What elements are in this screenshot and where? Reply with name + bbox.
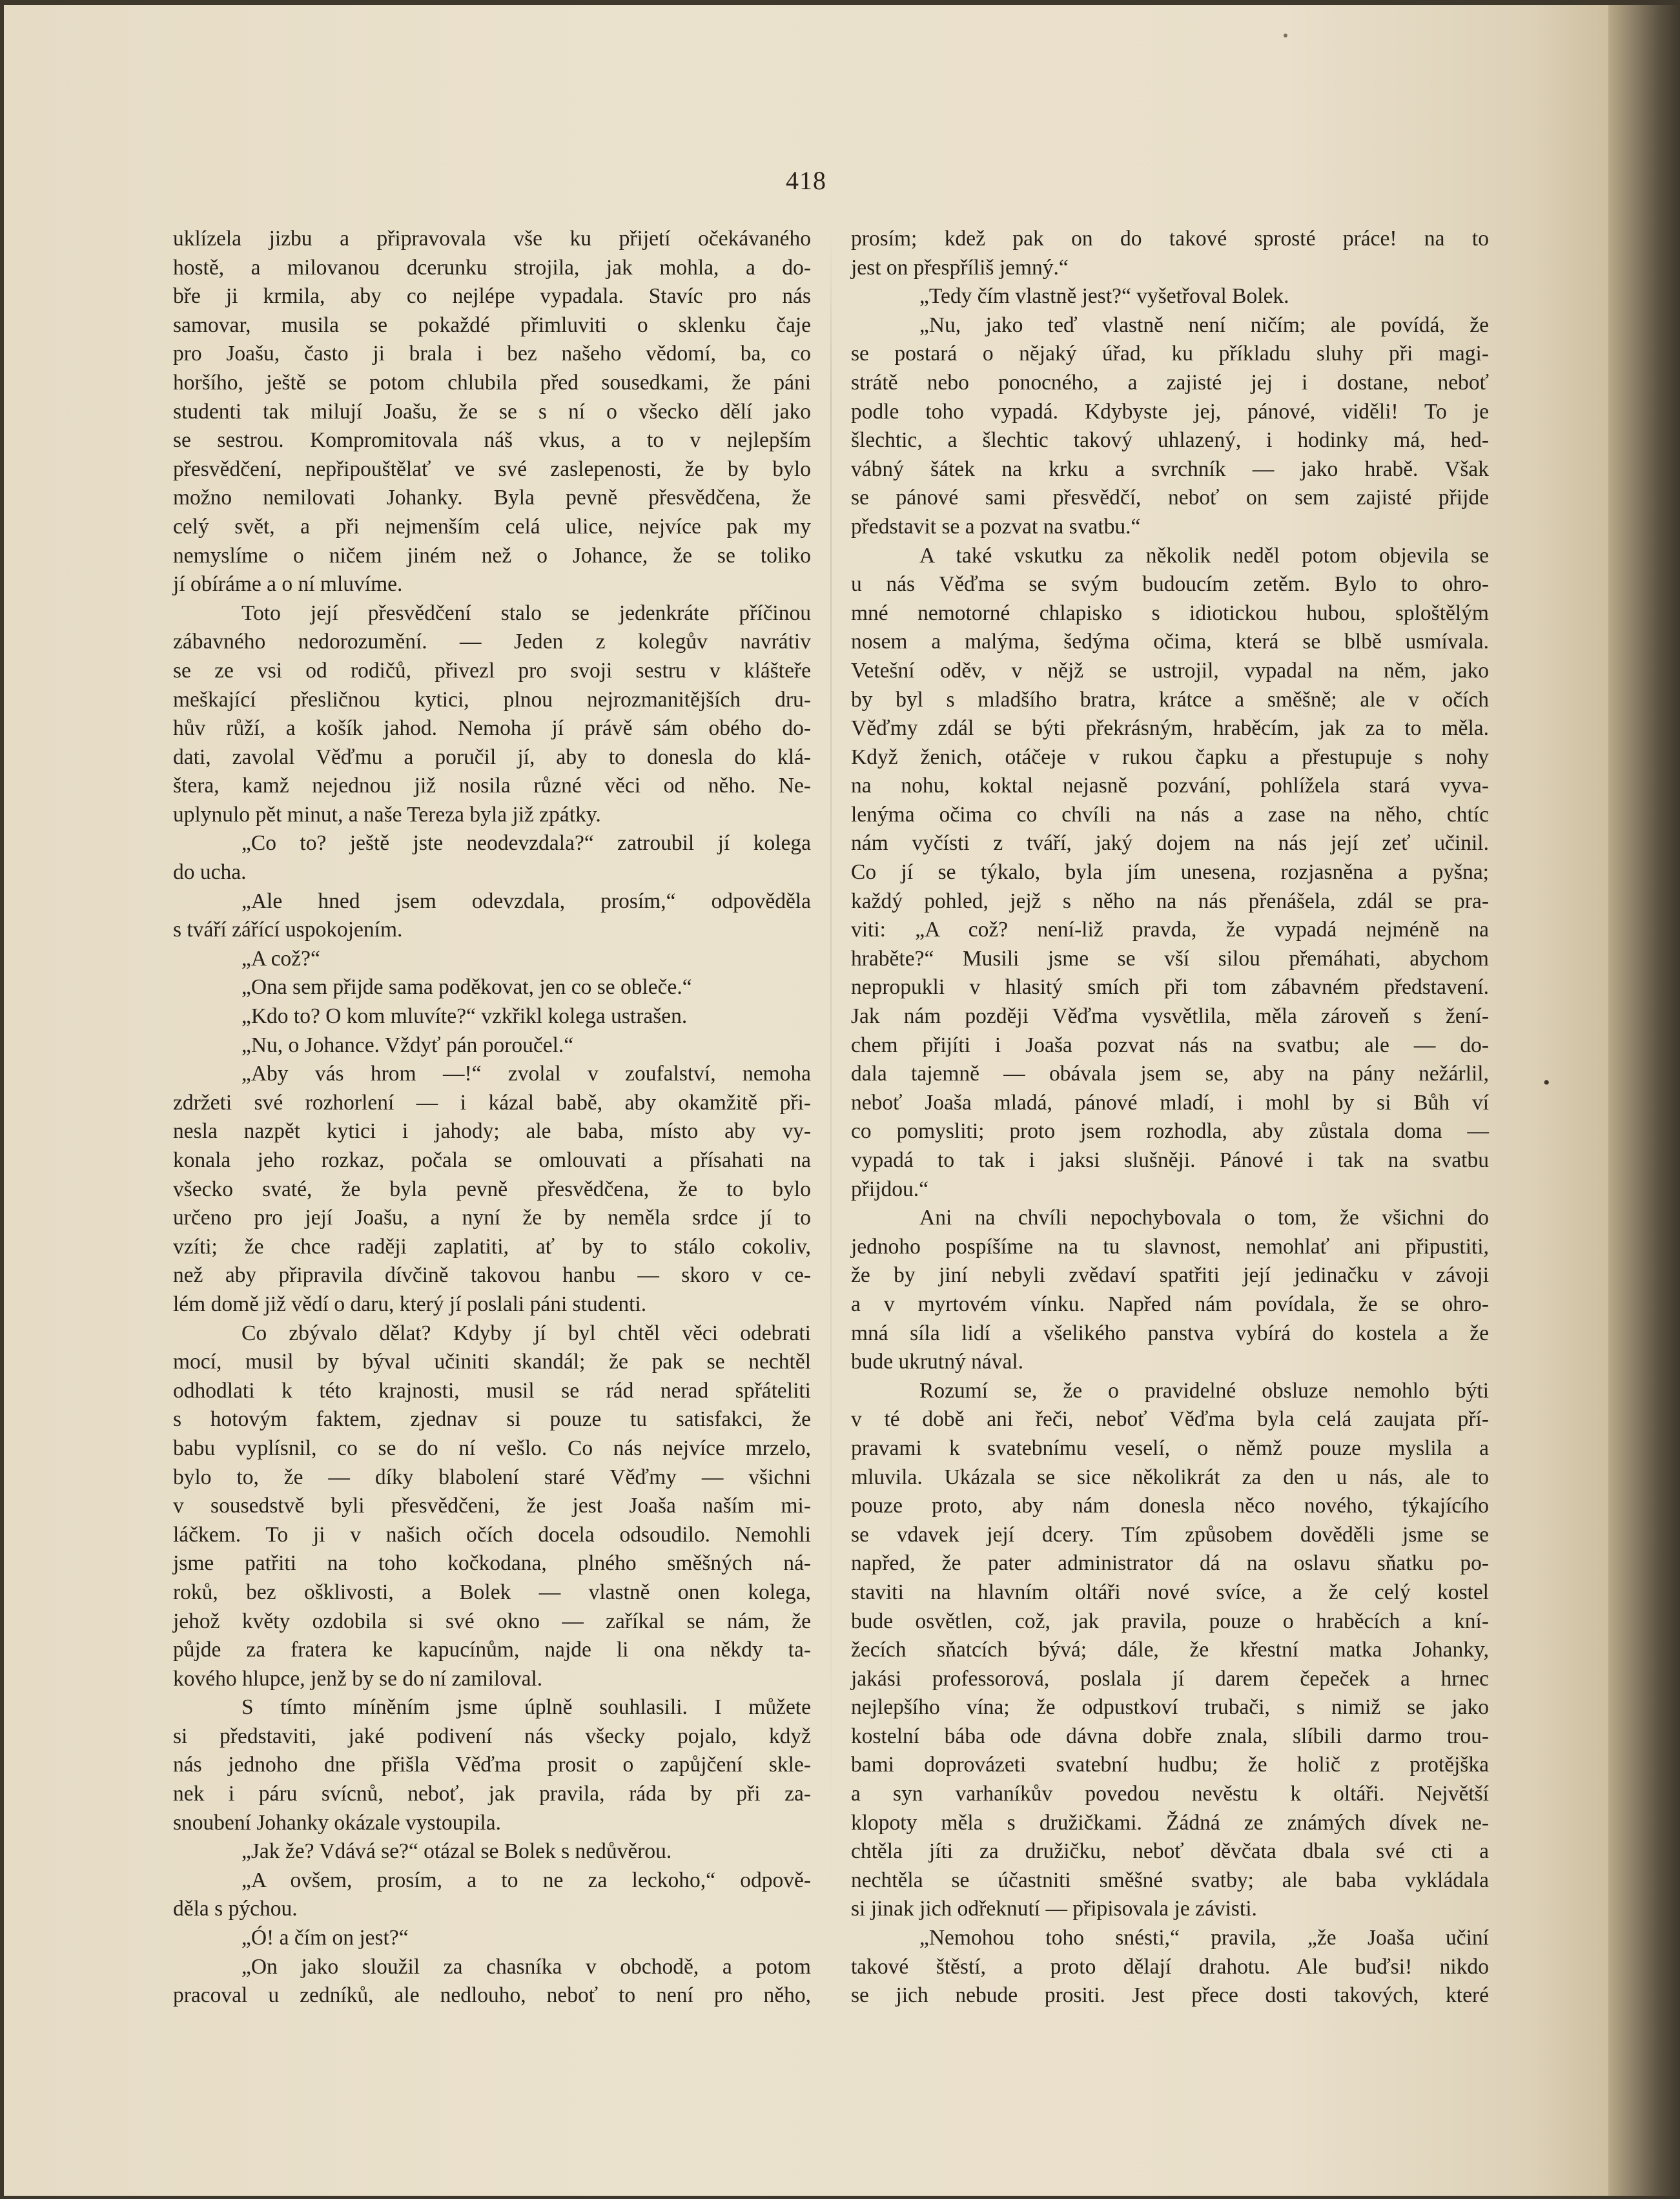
page-edge-shadow <box>1608 5 1680 2196</box>
text-line: celý svět, a při nejmenším celá ulice, nejvíce pak my <box>173 514 811 539</box>
text-line: Když ženich, otáčeje v rukou čapku a přestupuje s nohy <box>851 745 1489 769</box>
text-line: studenti tak milují Joašu, že se s ní o všecko dělí jako <box>173 399 811 424</box>
text-line: samovar, musila se pokaždé přimluviti o sklenku čaje <box>173 313 811 337</box>
text-line: jest on přespříliš jemný.“ <box>851 255 1069 280</box>
text-line: „Ó! a čím on jest?“ <box>241 1926 409 1950</box>
text-line: co pomysliti; proto jsem rozhodla, aby zůstala doma — <box>851 1119 1489 1144</box>
text-line: chem přijíti i Joaša pozvat nás na svatbu; ale — do- <box>851 1033 1489 1057</box>
text-line: půjde za fratera ke kapucínům, najde li ona někdy ta- <box>173 1638 811 1662</box>
scan-speck <box>1284 34 1287 37</box>
text-line: nemyslíme o ničem jiném než o Johance, že se toliko <box>173 543 811 568</box>
text-line: mocí, musil by býval učiniti skandál; že pak se nechtěl <box>173 1350 811 1374</box>
text-line: Co jí se týkalo, byla jím unesena, rozjasněna a pyšna; <box>851 860 1489 885</box>
text-line: každý pohled, jejž s něho na nás přenášela, zdál se pra- <box>851 889 1489 913</box>
text-line: podle toho vypadá. Kdybyste jej, pánové, viděli! To je <box>851 399 1489 424</box>
text-line: Rozumí se, že o pravidelné obsluze nemohlo býti <box>919 1378 1489 1403</box>
text-line: se ze vsi od rodičů, přivezl pro svoji sestru v klášteře <box>173 658 811 683</box>
text-line: viti: „A což? není-liž pravda, že vypadá nejméně na <box>851 918 1489 942</box>
text-line: uplynulo pět minut, a naše Tereza byla již zpátky. <box>173 802 601 827</box>
text-line: do ucha. <box>173 860 247 885</box>
text-line: se pánové sami přesvědčí, neboť on sem zajisté přijde <box>851 486 1489 510</box>
text-line: představit se a pozvat na svatbu.“ <box>851 514 1141 539</box>
text-line: takové štěstí, a proto dělají drahotu. Ale buďsi! nikdo <box>851 1954 1489 1979</box>
text-line: uklízela jizbu a připravovala vše ku přijetí očekávaného <box>173 227 811 251</box>
text-line: mné nemotorné chlapisko s idiotickou hubou, sploštělým <box>851 601 1489 625</box>
text-line: možno nemilovati Johanky. Byla pevně přesvědčena, že <box>173 486 811 510</box>
text-line: vzíti; že chce raději zaplatiti, ať by to stálo cokoliv, <box>173 1234 811 1259</box>
text-line: nosem a malýma, šedýma očima, která se blbě usmívala. <box>851 630 1489 654</box>
text-line: snoubení Johanky okázale vystoupila. <box>173 1810 501 1835</box>
text-line: určeno pro její Joašu, a nyní že by neměla srdce jí to <box>173 1206 811 1230</box>
text-line: hraběte?“ Musili jsme se vší silou přemáhati, abychom <box>851 946 1489 971</box>
text-line: napřed, že pater administrator dá na oslavu sňatku po- <box>851 1551 1489 1576</box>
text-line: „Tedy čím vlastně jest?“ vyšetřoval Bolek. <box>919 284 1289 309</box>
text-line: děla s pýchou. <box>173 1897 298 1921</box>
text-line: by byl s mladšího bratra, krátce a směšně; ale v očích <box>851 687 1489 712</box>
text-line: nám vyčísti z tváří, jaký dojem na nás její zeť učinil. <box>851 831 1489 856</box>
text-line: horšího, ještě se potom chlubila před sousedkami, že páni <box>173 370 811 395</box>
text-line: všecko svaté, že byla pevně přesvědčena, že to bylo <box>173 1177 811 1201</box>
text-line: „Ona sem přijde sama poděkovat, jen co se obleče.“ <box>241 975 692 1000</box>
text-line: „Ale hned jsem odevzdala, prosím,“ odpověděla <box>241 889 811 913</box>
text-line: štera, kamž nejednou již nosila různé věci od něho. Ne- <box>173 774 811 798</box>
text-line: a v myrtovém vínku. Napřed nám povídala, že se ohro- <box>851 1292 1489 1316</box>
text-line: „Nu, o Johance. Vždyť pán poroučel.“ <box>241 1033 574 1057</box>
column-divider <box>830 225 832 1930</box>
text-line: láčkem. To ji v našich očích docela odsoudilo. Nemohli <box>173 1522 811 1547</box>
text-line: chtěla jíti za družičku, neboť děvčata dbala své cti a <box>851 1839 1489 1864</box>
text-line: „Jak že? Vdává se?“ otázal se Bolek s nedůvěrou. <box>241 1839 672 1864</box>
text-line: Jak nám později Věďma vysvětlila, měla zároveň s žení- <box>851 1004 1489 1029</box>
text-line: S tímto míněním jsme úplně souhlasili. I můžete <box>241 1695 811 1720</box>
text-line: v té době ani řeči, neboť Věďma byla celá zaujata pří- <box>851 1407 1489 1432</box>
left-column <box>173 225 811 2010</box>
text-line: lenýma očima co chvíli na nás a zase na něho, chtíc <box>851 802 1489 827</box>
text-line: bami doprovázeti svatební hudbu; že holič z protějška <box>851 1753 1489 1777</box>
text-line: „Aby vás hrom —!“ zvolal v zoufalství, nemoha <box>241 1062 811 1086</box>
text-line: vypadá to tak i jaksi slušněji. Pánové i tak na svatbu <box>851 1148 1489 1172</box>
text-line: a syn varhaníkův povedou nevěstu k oltáři. Největší <box>851 1782 1489 1806</box>
text-line: meškající přesličnou kytici, plnou nejrozmanitějších dru- <box>173 687 811 712</box>
text-line: s hotovým faktem, zjednav si pouze tu satisfakci, že <box>173 1407 811 1432</box>
text-line: Věďmy zdál se býti překrásným, hraběcím, jak za to měla. <box>851 716 1489 741</box>
text-line: Ani na chvíli nepochybovala o tom, že všichni do <box>919 1206 1489 1230</box>
text-line: dala tajemně — obávala jsem se, aby na pány nežárlil, <box>851 1062 1489 1086</box>
right-column <box>851 225 1489 2010</box>
text-line: šlechtic, a šlechtic takový uhlazený, i hodinky má, hed- <box>851 428 1489 453</box>
page-number: 418 <box>786 166 826 195</box>
text-line: s tváří zářící uspokojením. <box>173 918 403 942</box>
text-line: „Kdo to? O kom mluvíte?“ vzkřikl kolega ustrašen. <box>241 1004 688 1029</box>
text-line: v sousedstvě byli přesvědčeni, že jest Joaša naším mi- <box>173 1494 811 1518</box>
text-line: lém domě již vědí o daru, který jí poslali páni studenti. <box>173 1292 647 1316</box>
text-line: vábný šátek na krku a svrchník — jako hrabě. Však <box>851 457 1489 481</box>
text-line: konala jeho rozkaz, počala se omlouvati a přísahati na <box>173 1148 811 1172</box>
text-line: žecích sňatcích bývá; dále, že křestní matka Johanky, <box>851 1638 1489 1662</box>
text-line: Toto její přesvědčení stalo se jedenkráte příčinou <box>241 601 811 625</box>
text-line: bude ukrutný nával. <box>851 1350 1024 1374</box>
text-line: nepropukli v hlasitý smích při tom zábavném představení. <box>851 975 1489 1000</box>
book-page <box>4 5 1608 2196</box>
text-line: přesvědčení, nepřipouštělať ve své zaslepenosti, že by bylo <box>173 457 811 481</box>
text-line: nesla nazpět kytici i jahody; ale baba, místo aby vy- <box>173 1119 811 1144</box>
text-line: babu vyplísnil, co se do ní vešlo. Co nás nejvíce mrzelo, <box>173 1436 811 1460</box>
text-line: roků, bez ošklivosti, a Bolek — vlastně onen kolega, <box>173 1580 811 1604</box>
text-line: klopoty měla s družičkami. Žádná ze známých dívek ne- <box>851 1810 1489 1835</box>
text-line: zdržeti své rozhorlení — i kázal babě, aby okamžitě při- <box>173 1090 811 1115</box>
text-line: bude osvětlen, což, jak pravila, pouze o hraběcích a kní- <box>851 1609 1489 1633</box>
text-line: staviti na hlavním oltáři nové svíce, a že celý kostel <box>851 1580 1489 1604</box>
text-line: odhodlati k této krajnosti, musil se rád nerad spřáteliti <box>173 1378 811 1403</box>
text-line: „A ovšem, prosím, a to ne za leckoho,“ odpově- <box>241 1868 811 1892</box>
text-line: nek i páru svícnů, neboť, jak pravila, ráda by při za- <box>173 1782 811 1806</box>
text-line: se jich nebude prositi. Jest přece dosti takových, které <box>851 1983 1489 2008</box>
text-line: hostě, a milovanou dcerunku strojila, jak mohla, a do- <box>173 255 811 280</box>
text-line: bylo to, že — díky blabolení staré Věďmy — všichni <box>173 1465 811 1489</box>
text-line: pracoval u zedníků, ale nedlouho, neboť to není pro něho, <box>173 1983 811 2008</box>
text-line: přijdou.“ <box>851 1177 929 1201</box>
text-line: jehož květy ozdobila si své okno — zaříkal se nám, že <box>173 1609 811 1633</box>
text-line: než aby připravila dívčině takovou hanbu — skoro v ce- <box>173 1263 811 1288</box>
text-line: hův růží, a košík jahod. Nemoha jí právě sám obého do- <box>173 716 811 741</box>
text-line: prosím; kdež pak on do takové sprosté práce! na to <box>851 227 1489 251</box>
text-line: jí obíráme a o ní mluvíme. <box>173 572 403 597</box>
text-line: bře ji krmila, aby co nejlépe vypadala. Stavíc pro nás <box>173 284 811 309</box>
text-line: si představiti, jaké podivení nás všecky pojalo, když <box>173 1724 811 1748</box>
text-line: „Co to? ještě jste neodevzdala?“ zatroubil jí kolega <box>241 831 811 856</box>
text-line: neboť Joaša mladá, pánové mladí, i mohl by si Bůh ví <box>851 1090 1489 1115</box>
text-line: „A což?“ <box>241 946 320 971</box>
text-line: pro Joašu, často ji brala i bez našeho vědomí, ba, co <box>173 342 811 366</box>
text-line: kostelní bába ode dávna dobře znala, slíbili darmo trou- <box>851 1724 1489 1748</box>
text-line: mluvila. Ukázala se sice několikrát za den u nás, ale to <box>851 1465 1489 1489</box>
text-line: u nás Věďma se svým budoucím zetěm. Bylo to ohro- <box>851 572 1489 597</box>
text-line: jsme patřiti na toho kočkodana, plného směšných ná- <box>173 1551 811 1576</box>
text-line: se vdavek její dcery. Tím způsobem dověděli jsme se <box>851 1522 1489 1547</box>
text-line: že by jiní nebyli zvědaví spatřiti její jedinačku v závoji <box>851 1263 1489 1288</box>
text-line: se sestrou. Kompromitovala náš vkus, a to v nejlepším <box>173 428 811 453</box>
text-line: se postará o nějaký úřad, ku příkladu sluhy při magi- <box>851 342 1489 366</box>
text-line: „Nu, jako teď vlastně není ničím; ale povídá, že <box>919 313 1489 337</box>
text-line: nechtěla se účastniti směšné svatby; ale baba vykládala <box>851 1868 1489 1892</box>
text-line: nás jednoho dne přišla Věďma prosit o zapůjčení skle- <box>173 1753 811 1777</box>
text-line: pouze proto, aby nám donesla něco nového, týkajícího <box>851 1494 1489 1518</box>
text-line: mná síla lidí a všelikého panstva vybírá do kostela a že <box>851 1321 1489 1345</box>
text-line: „Nemohou toho snésti,“ pravila, „že Joaša učiní <box>919 1926 1489 1950</box>
text-line: A také vskutku za několik neděl potom objevila se <box>919 543 1489 568</box>
text-line: na nohu, koktal nejasně pozvání, pohlížela stará vyva- <box>851 774 1489 798</box>
text-line: „On jako sloužil za chasníka v obchodě, a potom <box>241 1954 811 1979</box>
text-line: Vetešní oděv, v nějž se ustrojil, vypadal na něm, jako <box>851 658 1489 683</box>
text-line: zábavného nedorozumění. — Jeden z kolegův navrátiv <box>173 630 811 654</box>
margin-mark: • <box>1543 1072 1550 1093</box>
text-line: si jinak jich odřeknutí — připisovala je závisti. <box>851 1897 1257 1921</box>
text-line: nejlepšího vína; že odpustkoví trubači, s nimiž se jako <box>851 1695 1489 1720</box>
text-line: dati, zavolal Věďmu a poručil jí, aby to donesla do klá- <box>173 745 811 769</box>
text-line: pravami k svatebnímu veselí, o němž pouze myslila a <box>851 1436 1489 1460</box>
text-line: strátě nebo ponocného, a zajisté jej i dostane, neboť <box>851 370 1489 395</box>
text-line: jednoho pospíšíme na tu slavnost, nemohlať ani připustiti, <box>851 1234 1489 1259</box>
text-line: jakási professorová, poslala jí darem čepeček a hrnec <box>851 1666 1489 1691</box>
text-line: Co zbývalo dělat? Kdyby jí byl chtěl věci odebrati <box>241 1321 811 1345</box>
text-line: kového hlupce, jenž by se do ní zamiloval. <box>173 1666 543 1691</box>
